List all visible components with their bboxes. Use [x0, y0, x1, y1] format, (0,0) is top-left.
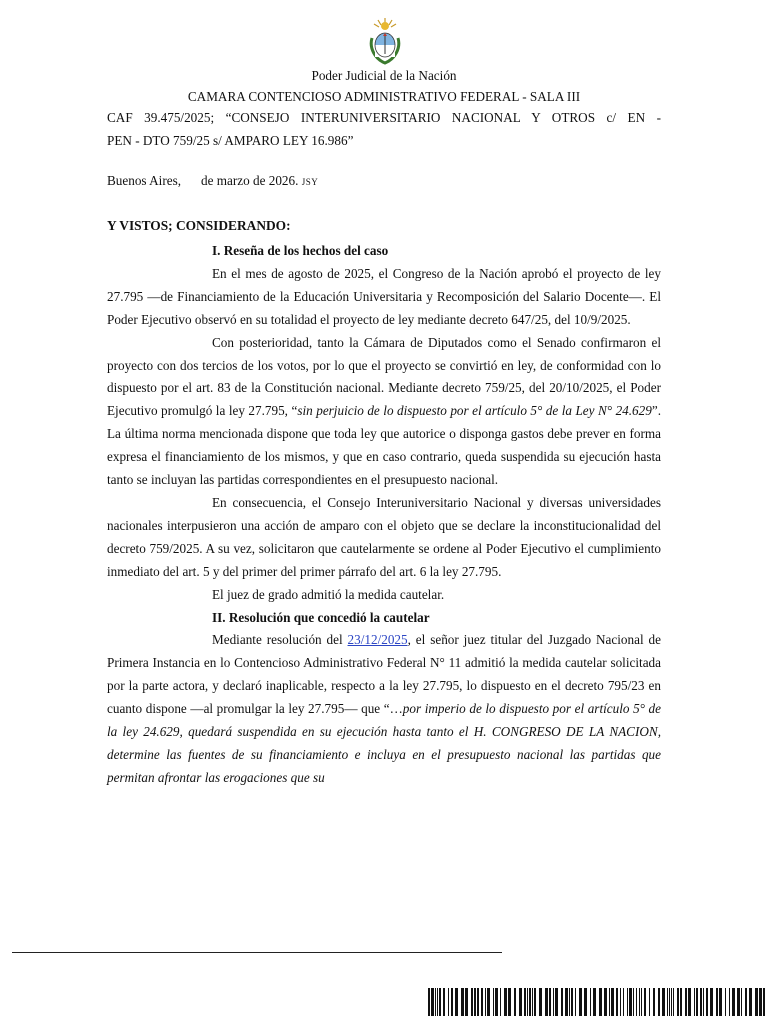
court-name: Poder Judicial de la Nación [311, 68, 457, 83]
quoted-text: sin perjuicio de lo dispuesto por el artículo 5° de la Ley N° 24.629 [297, 403, 652, 419]
case-title-line-1: CAF 39.475/2025; “CONSEJO INTERUNIVERSITARIO NACIONAL Y OTROS c/ EN - [107, 110, 661, 125]
quoted-text: por imperio de lo dispuesto por el artículo 5° de la ley 24.629, quedará suspendida en su ejecución hasta tanto el H. CONGRESO DE LA NACION, determine las fuentes de su financiamiento e incluya en el presupuesto nacional las partidas que permitan afrontar las erogaciones que su [107, 701, 661, 785]
footnote-divider [12, 952, 502, 953]
paragraph [107, 332, 661, 492]
paragraph-text: Mediante resolución del [212, 632, 348, 648]
coat-of-arms-icon [366, 16, 404, 66]
paragraph [107, 629, 661, 789]
intro-heading: Y VISTOS; CONSIDERANDO: [107, 218, 291, 233]
case-title-line-2: PEN - DTO 759/25 s/ AMPARO LEY 16.986” [107, 133, 354, 148]
chamber-name: CAMARA CONTENCIOSO ADMINISTRATIVO FEDERAL - SALA III [187, 89, 581, 104]
section-1-heading: I. Reseña de los hechos del caso [212, 243, 389, 258]
date-place: Buenos Aires, [107, 173, 181, 188]
document-body [107, 240, 661, 790]
date-line [107, 173, 318, 189]
signer-initials: JSY [301, 177, 319, 187]
paragraph-text: ”. La última norma mencionada dispone que toda ley que autorice o disponga gastos debe prever en forma expresa el financiamiento de los mismos, y que en caso contrario, queda suspendida su ejecución hasta tanto se incluyan las partidas correspondientes en el presupuesto nacional. [107, 403, 661, 488]
paragraph: En el mes de agosto de 2025, el Congreso de la Nación aprobó el proyecto de ley 27.795 —de Financiamiento de la Educación Universitaria y Recomposición del Salario Docente—. El Poder Ejecutivo observó en su totalidad el proyecto de ley mediante decreto 647/25, del 10/9/2025. [107, 265, 661, 327]
paragraph-text: , el señor juez titular del Juzgado Nacional de Primera Instancia en lo Contencioso Administrativo Federal N° 11 admitió la medida cautelar solicitada por la parte actora, y declaró inaplicable, respecto a la ley 27.795, lo dispuesto en el decreto 795/23 en cuanto dispone —al promulgar la ley 27.795— que “… [107, 632, 661, 717]
paragraph: En consecuencia, el Consejo Interuniversitario Nacional y diversas universidades nacionales interpusieron una acción de amparo con el objeto que se declare la inconstitucionalidad del decreto 759/2025. A su vez, solicitaron que cautelarmente se ordene al Poder Ejecutivo el cumplimiento inmediato del art. 5 y del primer del primer párrafo del art. 6 la ley 27.795. [107, 494, 661, 579]
paragraph: El juez de grado admitió la medida cautelar. [212, 586, 445, 602]
paragraph-text: Con posterioridad, tanto la Cámara de Diputados como el Senado confirmaron el proyecto con dos tercios de los votos, por lo que el proyecto se convirtió en ley, de conformidad con lo dispuesto por el art. 83 de la Constitución nacional. Mediante decreto 759/25, del 20/10/2025, el Poder Ejecutivo promulgó la ley 27.795, “ [107, 334, 661, 419]
resolution-date-link[interactable]: 23/12/2025 [347, 632, 408, 648]
section-2-heading: II. Resolución que concedió la cautelar [212, 609, 430, 625]
barcode-icon [428, 988, 768, 1016]
date-text: de marzo de 2026. [201, 173, 299, 188]
